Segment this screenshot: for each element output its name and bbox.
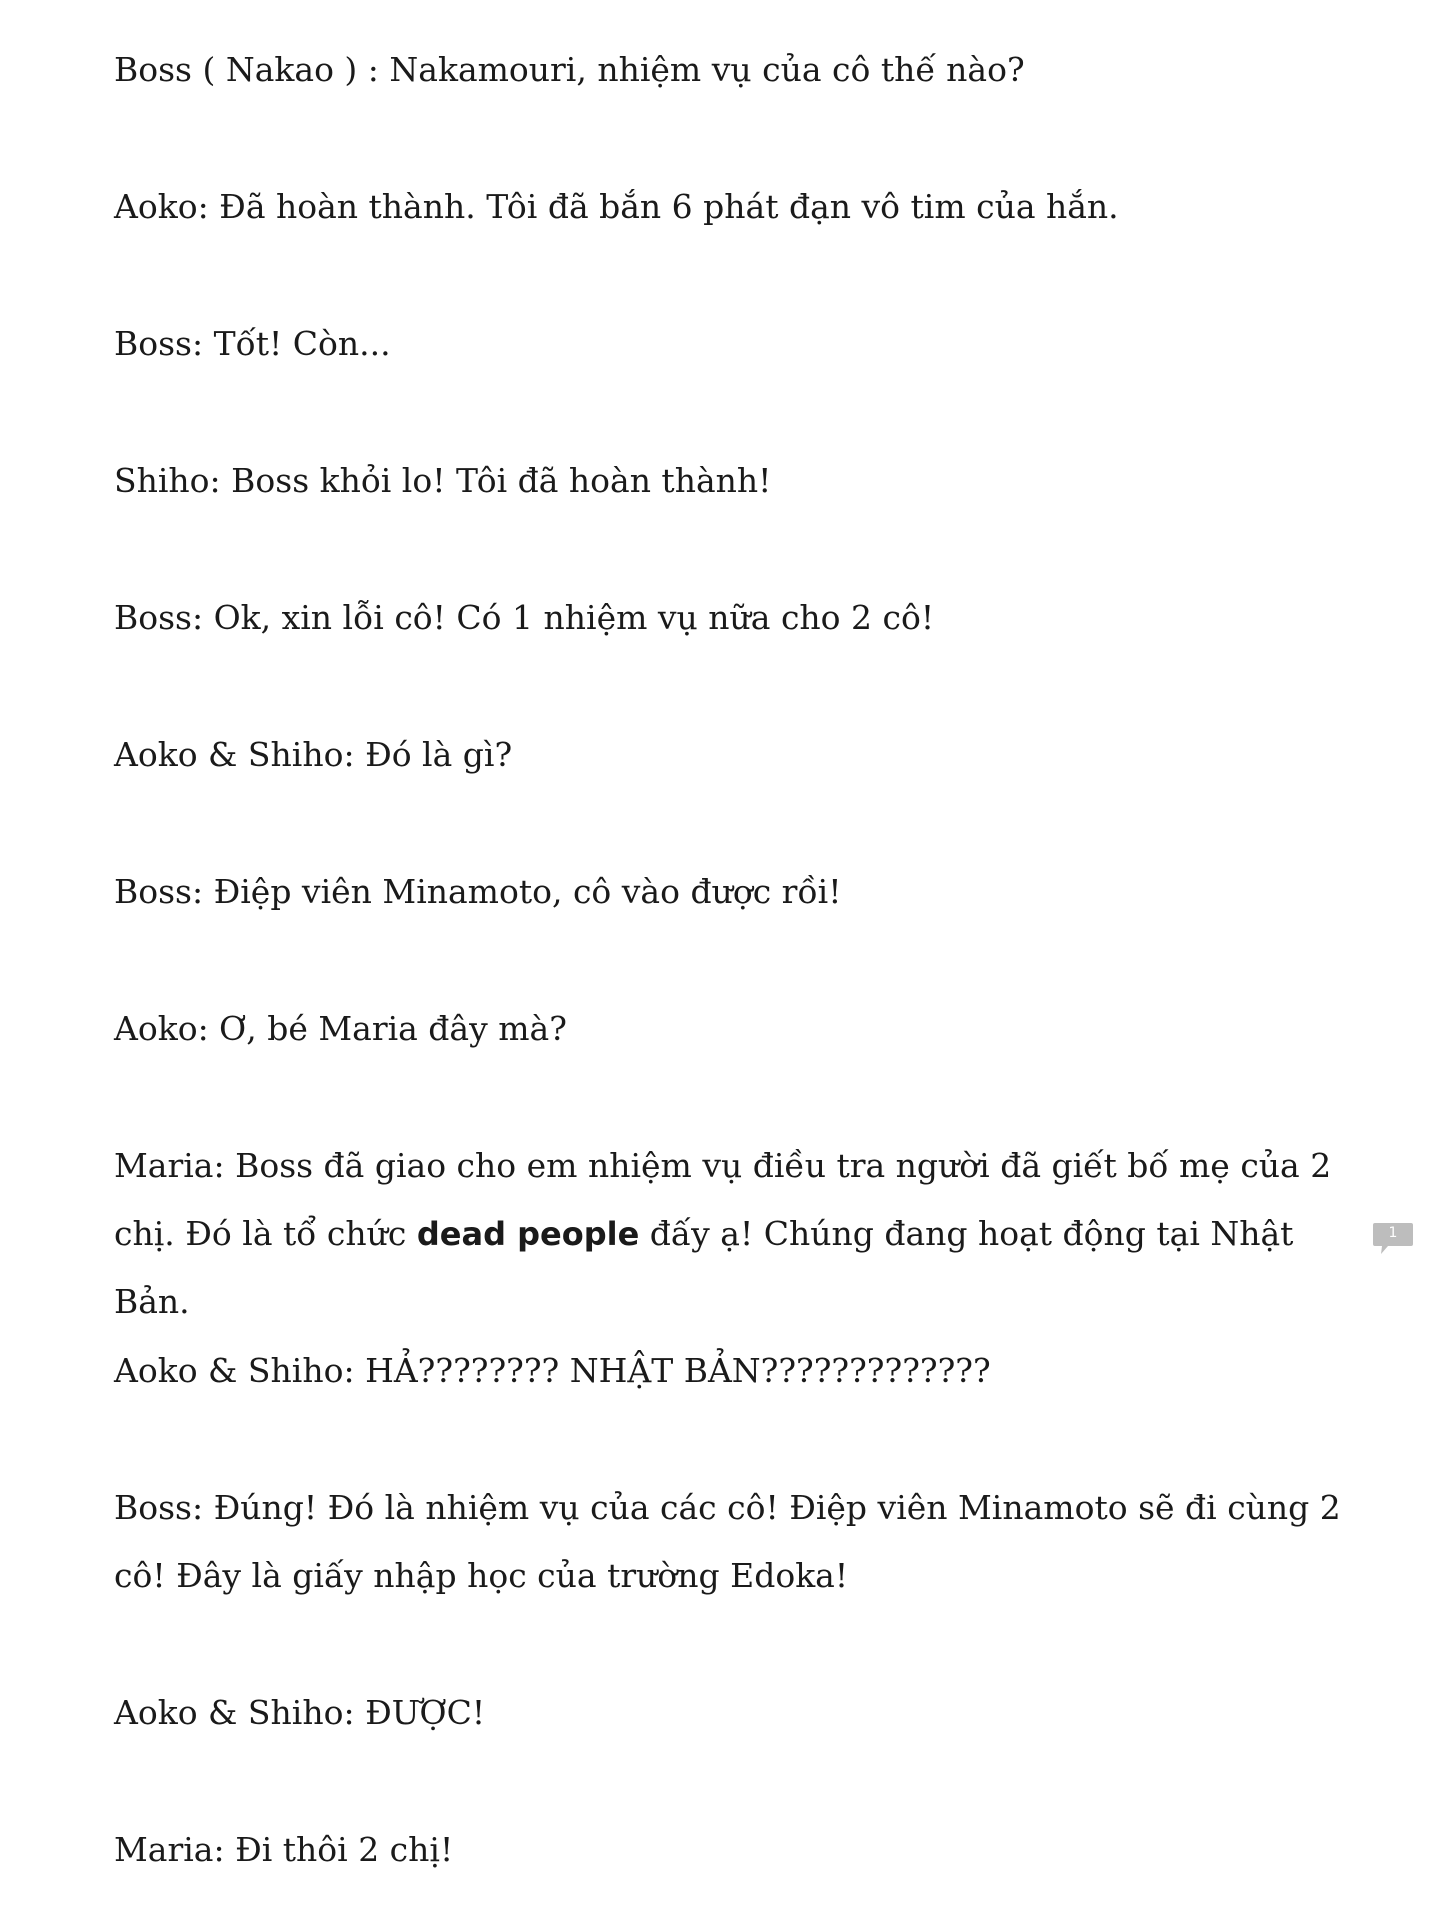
dialogue-line: [114, 1816, 1344, 1884]
speaker: Boss:: [114, 324, 204, 363]
line-text: ĐƯỢC!: [354, 1693, 486, 1732]
speaker: Boss:: [114, 598, 204, 637]
speaker: Boss:: [114, 872, 204, 911]
dialogue-line: [114, 447, 1344, 515]
speaker: Aoko:: [114, 1009, 209, 1048]
dialogue-line: [114, 584, 1344, 652]
speaker: Aoko & Shiho:: [114, 735, 355, 774]
line-text: Điệp viên Minamoto, cô vào được rồi!: [203, 872, 842, 911]
dialogue-line: [114, 858, 1344, 926]
dialogue-line: [114, 173, 1344, 241]
speaker: Maria:: [114, 1830, 225, 1869]
line-text: Đã hoàn thành. Tôi đã bắn 6 phát đạn vô tim của hắn.: [208, 187, 1119, 226]
dialogue-line: [114, 310, 1344, 378]
dialogue-line: [114, 1679, 1344, 1747]
line-text: Nakamouri, nhiệm vụ của cô thế nào?: [378, 50, 1025, 89]
comment-marker[interactable]: [1372, 1222, 1414, 1256]
dialogue-line: [114, 1337, 1344, 1405]
speaker: Maria:: [114, 1146, 225, 1185]
speaker: Aoko & Shiho:: [114, 1693, 355, 1732]
line-text: Ơ, bé Maria đây mà?: [208, 1009, 567, 1048]
dialogue-line: [114, 1132, 1344, 1336]
dialogue-line: [114, 721, 1344, 789]
speaker: Shiho:: [114, 461, 221, 500]
dialogue-line: [114, 1474, 1344, 1610]
speaker: Boss ( Nakao ) :: [114, 50, 379, 89]
line-text: Boss đã giao cho em nhiệm vụ điều tra người đã giết bố mẹ của 2 chị. Đó là tổ chức: [114, 1146, 1332, 1253]
line-text: Boss khỏi lo! Tôi đã hoàn thành!: [220, 461, 772, 500]
line-text: Ok, xin lỗi cô! Có 1 nhiệm vụ nữa cho 2 cô!: [203, 598, 935, 637]
line-text: đấy ạ! Chúng đang hoạt động tại Nhật Bản.: [114, 1214, 1294, 1321]
line-text: Đi thôi 2 chị!: [224, 1830, 454, 1869]
line-text: Tốt! Còn...: [203, 324, 391, 363]
dialogue-line: [114, 995, 1344, 1063]
speaker: Boss:: [114, 1488, 204, 1527]
dialogue-line: [114, 36, 1344, 104]
line-text: Đó là gì?: [354, 735, 513, 774]
speaker: Aoko & Shiho:: [114, 1351, 355, 1390]
line-text: Đúng! Đó là nhiệm vụ của các cô! Điệp viên Minamoto sẽ đi cùng 2 cô! Đây là giấy nhập học của trường Edoka!: [114, 1488, 1341, 1595]
organization-name: dead people: [416, 1215, 640, 1253]
line-text: HẢ???????? NHẬT BẢN?????????????: [354, 1351, 991, 1390]
speaker: Aoko:: [114, 187, 209, 226]
comment-count: 1: [1388, 1225, 1398, 1241]
